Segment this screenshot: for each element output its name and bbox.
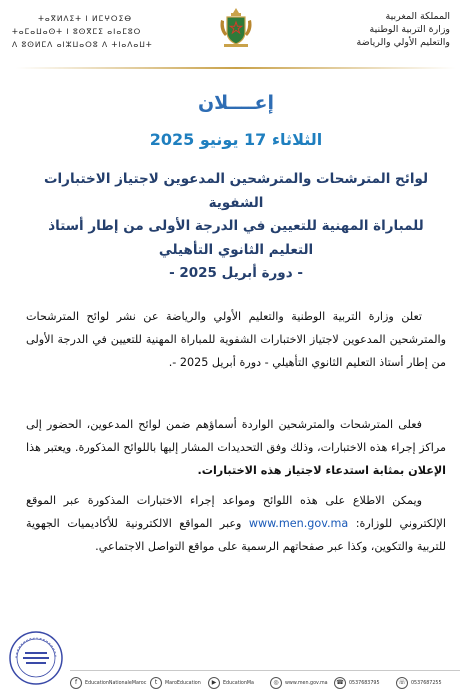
footer-phone-2[interactable]: [396, 676, 442, 690]
phone-number-2: 0537687255: [411, 680, 442, 686]
paragraph-3-text-b: وعبر المواقع الالكترونية للأكاديميات الجهوية للتربية والتكوين، وكذا عبر صفحاتهم الرسمية على مواقع التواصل الاجتماعي.: [26, 517, 446, 553]
royal-emblem-icon: [218, 6, 254, 48]
twitter-handle: MaroEducation: [165, 680, 201, 686]
paragraph-1: تعلن وزارة التربية الوطنية والتعليم الأولي والرياضة عن نشر لوائح المترشحات والمترشحين المدعوين لاجتياز الاختبارات الشفوية للمباراة المهنية للتعيين في الدرجة الأولى من إطار أستاذ التعليم الثانوي التأهيلي - دورة أبريل 2025 -.: [26, 310, 446, 369]
announcement-heading: إعــــلان: [197, 92, 275, 114]
ministry-website-link[interactable]: www.men.gov.ma: [248, 517, 349, 530]
phone-icon: ☎: [334, 677, 346, 689]
tifinagh-line-2: ⵜⴰⵎⴰⵡⴰⵙⵜ ⵏ ⵓⵙⴳⵎⵉ ⴰⵏⴰⵎⵓⵔ: [12, 27, 142, 36]
official-stamp-icon: [8, 630, 64, 686]
twitter-icon: t: [150, 677, 162, 689]
paragraph-3-text-a: ويمكن الاطلاع على هذه اللوائح ومواعد إجراء الاختبارات المذكورة عبر الموقع الإلكتروني للوزارة:: [26, 494, 447, 530]
announcement-date: الثلاثاء 17 يونيو 2025: [149, 130, 323, 149]
title-line-2: للمباراة المهنية للتعيين في الدرجة الأولى من إطار أستاذ: [48, 218, 424, 234]
title-line-3: التعليم الثانوي التأهيلي: [158, 241, 314, 258]
footer-contacts: [70, 676, 460, 690]
arabic-line-2: وزارة التربية الوطنية: [369, 24, 450, 35]
paragraph-3: [26, 489, 446, 558]
title-line-1: لوائح المترشحات والمترشحين المدعوين لاجتياز الاختبارات الشفوية: [43, 171, 429, 211]
paragraph-2-text: فعلى المترشحات والمترشحين الواردة أسماؤهم ضمن لوائح المدعوين، الحضور إلى مراكز إجراء هذه الاختبارات، وذلك وفق التحديدات المشار إليها باللوائح المذكورة. ويعتبر هذا: [26, 418, 446, 454]
footer-website[interactable]: [270, 676, 328, 690]
announcement-title: [18, 168, 454, 286]
footer-youtube[interactable]: [208, 676, 254, 690]
footer-twitter[interactable]: [150, 676, 201, 690]
tifinagh-line-3: ⴷ ⵓⵙⵍⵎⴷ ⴰⵏⵣⵡⴰⵔⵓ ⴷ ⵜⵏⴰⴷⴰⵡⵜ: [12, 40, 153, 49]
footer-phone-1[interactable]: [334, 676, 380, 690]
youtube-handle: EducationMa: [223, 680, 254, 686]
letterhead-arabic: [300, 10, 450, 49]
youtube-icon: ▶: [208, 677, 220, 689]
globe-icon: ◎: [270, 677, 282, 689]
paragraph-2-bold: الإعلان بمثابة استدعاء لاجتياز هذه الاختبارات.: [197, 464, 446, 477]
arabic-line-3: والتعليم الأولي والرياضة: [356, 37, 450, 48]
paragraph-2: [26, 413, 446, 482]
letterhead-tifinagh: [12, 12, 153, 51]
website-url: www.men.gov.ma: [285, 680, 328, 686]
header-divider: [16, 66, 456, 70]
arabic-line-1: المملكة المغربية: [385, 11, 450, 22]
facebook-handle: EducationNationaleMaroc: [85, 680, 147, 686]
facebook-icon: f: [70, 677, 82, 689]
footer-divider: [70, 670, 460, 671]
phone-number-1: 0537683795: [349, 680, 380, 686]
title-line-4: - دورة أبريل 2025 -: [169, 265, 303, 281]
tifinagh-line-1: ⵜⴰⴳⵍⴷⵉⵜ ⵏ ⵍⵎⵖⵔⵉⴱ: [38, 14, 132, 23]
letterhead: [0, 0, 472, 80]
footer-facebook[interactable]: [70, 676, 146, 690]
fax-icon: ☏: [396, 677, 408, 689]
